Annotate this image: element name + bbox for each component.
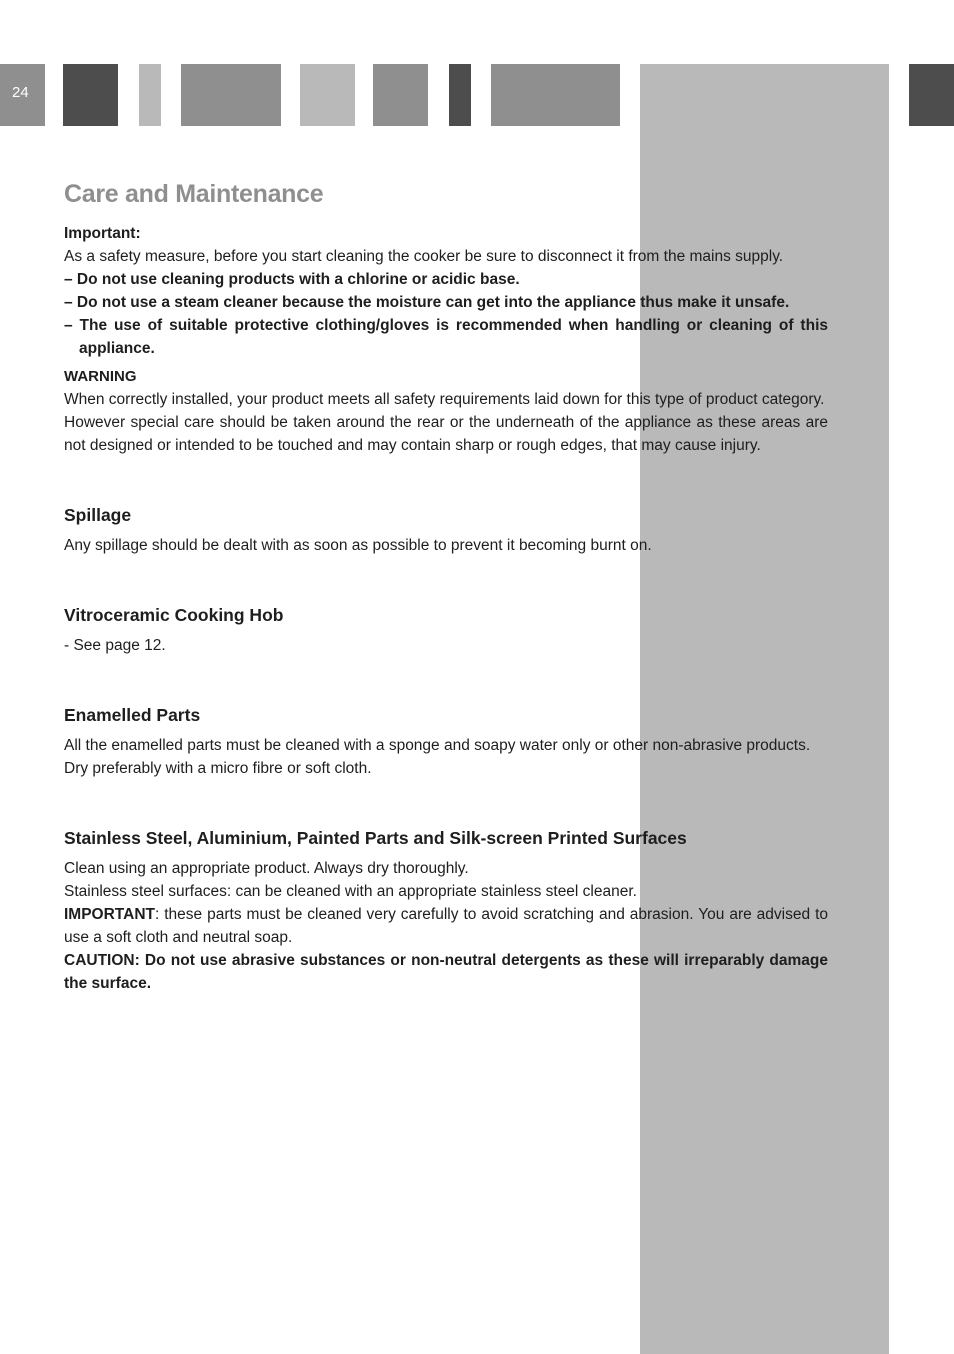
bullet-item: – The use of suitable protective clothing/gloves is recommended when handling or cleaning of this appliance. bbox=[64, 317, 828, 357]
stainless-paragraph: Stainless steel surfaces: can be cleaned with an appropriate stainless steel cleaner. bbox=[64, 883, 637, 900]
important-caps-label: IMPORTANT bbox=[64, 906, 155, 923]
important-text: : these parts must be cleaned very carefully to avoid scratching and abrasion. You are advised to use a soft cloth and neutral soap. bbox=[64, 906, 828, 946]
header-block-4 bbox=[300, 64, 355, 126]
warning-paragraph: However special care should be taken around the rear or the underneath of the appliance as these areas are not designed or intended to be touched and may contain sharp or rough edges, that may cause injury. bbox=[64, 414, 828, 454]
enamelled-paragraph: Dry preferably with a micro fibre or soft cloth. bbox=[64, 760, 372, 777]
header-block-6 bbox=[449, 64, 471, 126]
section-heading-stainless: Stainless Steel, Aluminium, Painted Parts and Silk-screen Printed Surfaces bbox=[64, 828, 687, 848]
stainless-important bbox=[64, 903, 828, 949]
section-heading-hob: Vitroceramic Cooking Hob bbox=[64, 605, 284, 625]
header-block-1 bbox=[63, 64, 118, 126]
caution-text: CAUTION: Do not use abrasive substances or non-neutral detergents as these will irreparably damage the surface. bbox=[64, 952, 828, 992]
header-block-8 bbox=[909, 64, 954, 126]
important-label: Important: bbox=[64, 225, 141, 242]
stainless-paragraph: Clean using an appropriate product. Always dry thoroughly. bbox=[64, 860, 469, 877]
section-heading-spillage: Spillage bbox=[64, 505, 132, 525]
header-block-7 bbox=[491, 64, 620, 126]
header-block-3 bbox=[181, 64, 281, 126]
page-number: 24 bbox=[12, 84, 29, 101]
warning-paragraph: When correctly installed, your product meets all safety requirements laid down for this type of product category. bbox=[64, 391, 825, 408]
header-block-5 bbox=[373, 64, 428, 126]
bullet-item: – Do not use cleaning products with a chlorine or acidic base. bbox=[64, 271, 520, 288]
warning-label: WARNING bbox=[64, 368, 137, 385]
spillage-text: Any spillage should be dealt with as soon as possible to prevent it becoming burnt on. bbox=[64, 537, 652, 554]
header-block-2 bbox=[139, 64, 161, 126]
page-content bbox=[64, 176, 828, 995]
section-heading-enamelled: Enamelled Parts bbox=[64, 705, 201, 725]
enamelled-paragraph: All the enamelled parts must be cleaned with a sponge and soapy water only or other non-abrasive products. bbox=[64, 737, 811, 754]
page-title: Care and Maintenance bbox=[64, 180, 324, 208]
intro-text: As a safety measure, before you start cleaning the cooker be sure to disconnect it from the mains supply. bbox=[64, 248, 784, 265]
bullet-item: – Do not use a steam cleaner because the moisture can get into the appliance thus make it unsafe. bbox=[64, 294, 790, 311]
hob-text: - See page 12. bbox=[64, 637, 166, 654]
